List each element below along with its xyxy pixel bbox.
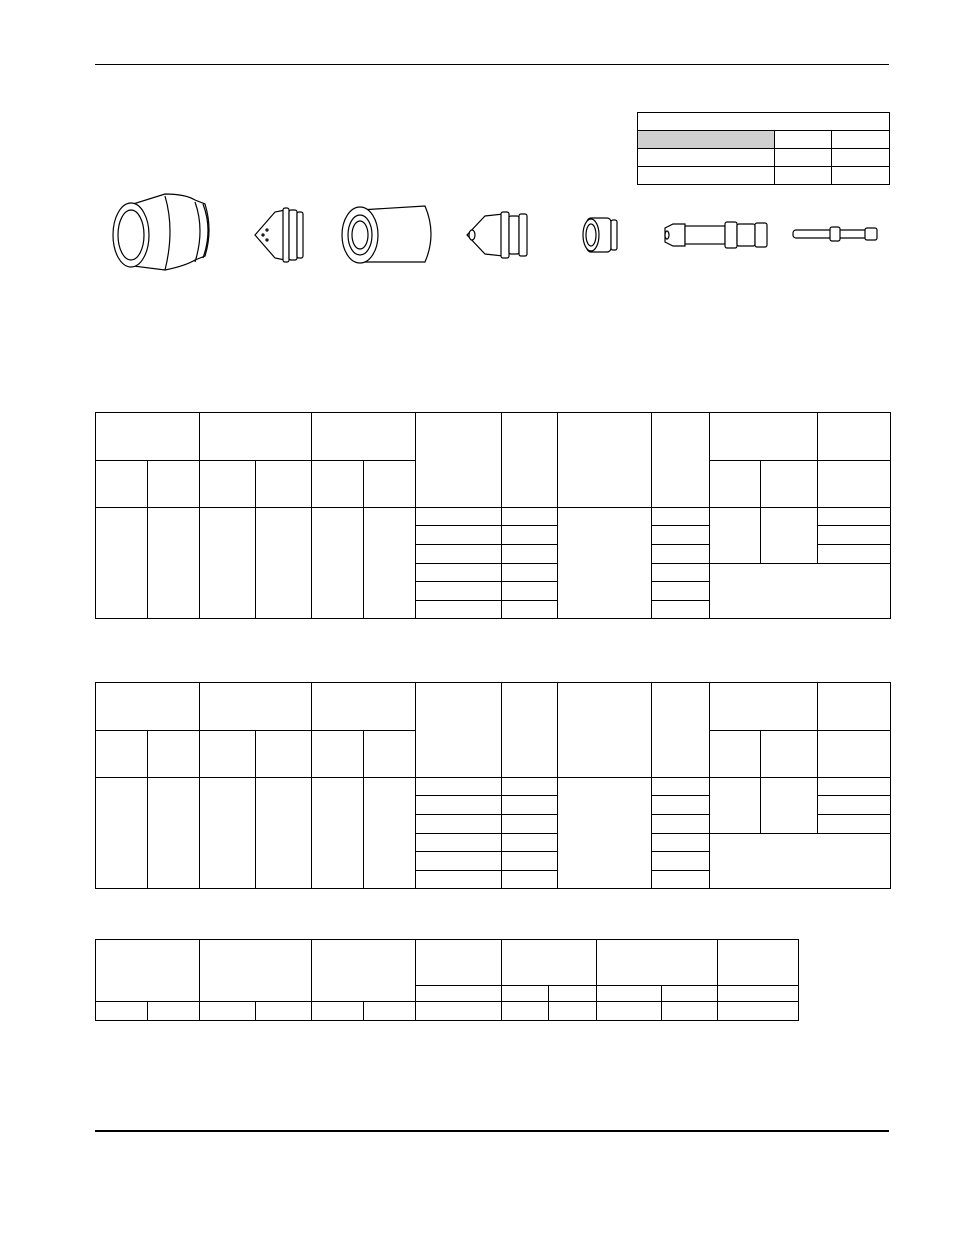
table-cell [312, 683, 416, 731]
shield-cap-part [255, 208, 303, 262]
consumables-illustration [105, 190, 890, 280]
table-cell [416, 508, 502, 526]
table-cell [502, 683, 558, 778]
table-cell [761, 778, 818, 834]
table-cell [96, 683, 200, 731]
table-cell [652, 815, 710, 834]
table-cell [312, 731, 364, 778]
table-cell [652, 508, 710, 526]
table-cell [416, 1002, 502, 1021]
table-cell [96, 461, 148, 508]
table-cell [710, 778, 761, 834]
table-cell [416, 940, 502, 986]
electrode-part [665, 222, 767, 248]
header-row [96, 940, 799, 986]
table-cell [718, 986, 799, 1002]
header-rule [95, 64, 889, 65]
table-cell [710, 564, 891, 619]
table-cell [662, 986, 718, 1002]
table-cell [558, 413, 652, 508]
table-cell [502, 986, 549, 1002]
table-cell [502, 582, 558, 601]
legend-header-cell [638, 113, 890, 131]
table-cell [200, 731, 256, 778]
table-cell [416, 834, 502, 852]
swirl-ring-part [583, 218, 617, 252]
legend-cell [832, 167, 890, 185]
table-cell [416, 413, 502, 508]
table-cell [502, 564, 558, 582]
table-cell [652, 871, 710, 889]
table-cell [200, 940, 312, 1002]
footer-rule [95, 1130, 889, 1132]
table-cell [710, 834, 891, 889]
table-cell [818, 778, 891, 796]
table-cell [148, 508, 200, 619]
table-cell [558, 683, 652, 778]
table-cell [256, 1002, 312, 1021]
table-cell [818, 545, 891, 564]
consumables-table-2 [95, 682, 891, 889]
legend-cell [775, 149, 832, 167]
table-cell [502, 815, 558, 834]
table-cell [364, 731, 416, 778]
table-cell [818, 731, 891, 778]
table-cell [818, 526, 891, 545]
table-cell [502, 852, 558, 871]
table-row [96, 508, 891, 526]
table-cell [364, 1002, 416, 1021]
legend-cell [775, 131, 832, 149]
table-cell [502, 796, 558, 815]
table-cell [652, 683, 710, 778]
table-cell [710, 683, 818, 731]
table-cell [148, 1002, 200, 1021]
legend-cell [832, 149, 890, 167]
table-cell [549, 1002, 597, 1021]
legend-cell [832, 131, 890, 149]
table-cell [818, 815, 891, 834]
table-cell [558, 778, 652, 889]
table-cell [256, 778, 312, 889]
table-cell [549, 986, 597, 1002]
legend-cell [638, 167, 775, 185]
table-cell [652, 601, 710, 619]
table-cell [652, 796, 710, 815]
table-cell [818, 413, 891, 461]
table-cell [502, 834, 558, 852]
table-cell [96, 413, 200, 461]
table-cell [652, 852, 710, 871]
table-cell [652, 545, 710, 564]
table-cell [200, 683, 312, 731]
table-cell [502, 413, 558, 508]
table-cell [761, 461, 818, 508]
table-cell [96, 731, 148, 778]
table-cell [148, 778, 200, 889]
table-cell [200, 413, 312, 461]
table-cell [148, 461, 200, 508]
legend-shaded-cell [638, 131, 775, 149]
table-cell [818, 683, 891, 731]
table-cell [502, 871, 558, 889]
table-cell [416, 852, 502, 871]
table-cell [416, 545, 502, 564]
table-cell [502, 545, 558, 564]
table-cell [652, 582, 710, 601]
table-cell [312, 461, 364, 508]
water-tube-part [793, 227, 877, 241]
table-cell [312, 1002, 364, 1021]
shield-part [113, 194, 209, 270]
table-cell [662, 1002, 718, 1021]
table-cell [96, 508, 148, 619]
table-cell [818, 796, 891, 815]
table-cell [148, 731, 200, 778]
table-cell [652, 564, 710, 582]
table-cell [718, 940, 799, 986]
table-cell [96, 1002, 148, 1021]
retaining-cap-part [342, 206, 431, 263]
table-cell [558, 508, 652, 619]
table-row [96, 1002, 799, 1021]
table-cell [312, 940, 416, 1002]
legend-cell [775, 167, 832, 185]
legend-header-row [638, 113, 890, 131]
table-cell [256, 508, 312, 619]
table-cell [502, 1002, 549, 1021]
nozzle-part [467, 212, 527, 258]
legend-row [638, 167, 890, 185]
table-cell [200, 461, 256, 508]
table-cell [761, 731, 818, 778]
table-cell [416, 871, 502, 889]
table-cell [200, 508, 256, 619]
table-cell [256, 461, 312, 508]
table-cell [502, 526, 558, 545]
table-cell [597, 940, 718, 986]
table-cell [96, 778, 148, 889]
table-cell [818, 461, 891, 508]
table-cell [416, 564, 502, 582]
table-cell [502, 778, 558, 796]
consumables-table-3 [95, 939, 799, 1021]
table-cell [364, 461, 416, 508]
table-cell [96, 940, 200, 1002]
table-cell [718, 1002, 799, 1021]
legend-cell [638, 149, 775, 167]
table-cell [652, 778, 710, 796]
legend-row [638, 149, 890, 167]
table-cell [502, 940, 597, 986]
table-cell [710, 508, 761, 564]
legend-table [637, 112, 890, 185]
table-cell [364, 778, 416, 889]
table-cell [416, 778, 502, 796]
table-cell [416, 526, 502, 545]
table-row [96, 778, 891, 796]
table-cell [200, 1002, 256, 1021]
table-cell [416, 796, 502, 815]
table-cell [818, 508, 891, 526]
table-cell [761, 508, 818, 564]
table-cell [652, 834, 710, 852]
table-cell [597, 986, 662, 1002]
table-cell [710, 413, 818, 461]
header-row [96, 683, 891, 731]
consumables-table-1 [95, 412, 891, 619]
legend-row [638, 131, 890, 149]
table-cell [652, 526, 710, 545]
table-cell [416, 601, 502, 619]
table-cell [364, 508, 416, 619]
table-cell [312, 413, 416, 461]
table-cell [256, 731, 312, 778]
table-cell [416, 986, 502, 1002]
table-cell [416, 582, 502, 601]
table-cell [710, 461, 761, 508]
header-row [96, 413, 891, 461]
table-cell [597, 1002, 662, 1021]
table-cell [312, 778, 364, 889]
table-cell [652, 413, 710, 508]
table-cell [416, 683, 502, 778]
table-cell [502, 601, 558, 619]
table-cell [200, 778, 256, 889]
table-cell [312, 508, 364, 619]
table-cell [710, 731, 761, 778]
table-cell [416, 815, 502, 834]
table-cell [502, 508, 558, 526]
